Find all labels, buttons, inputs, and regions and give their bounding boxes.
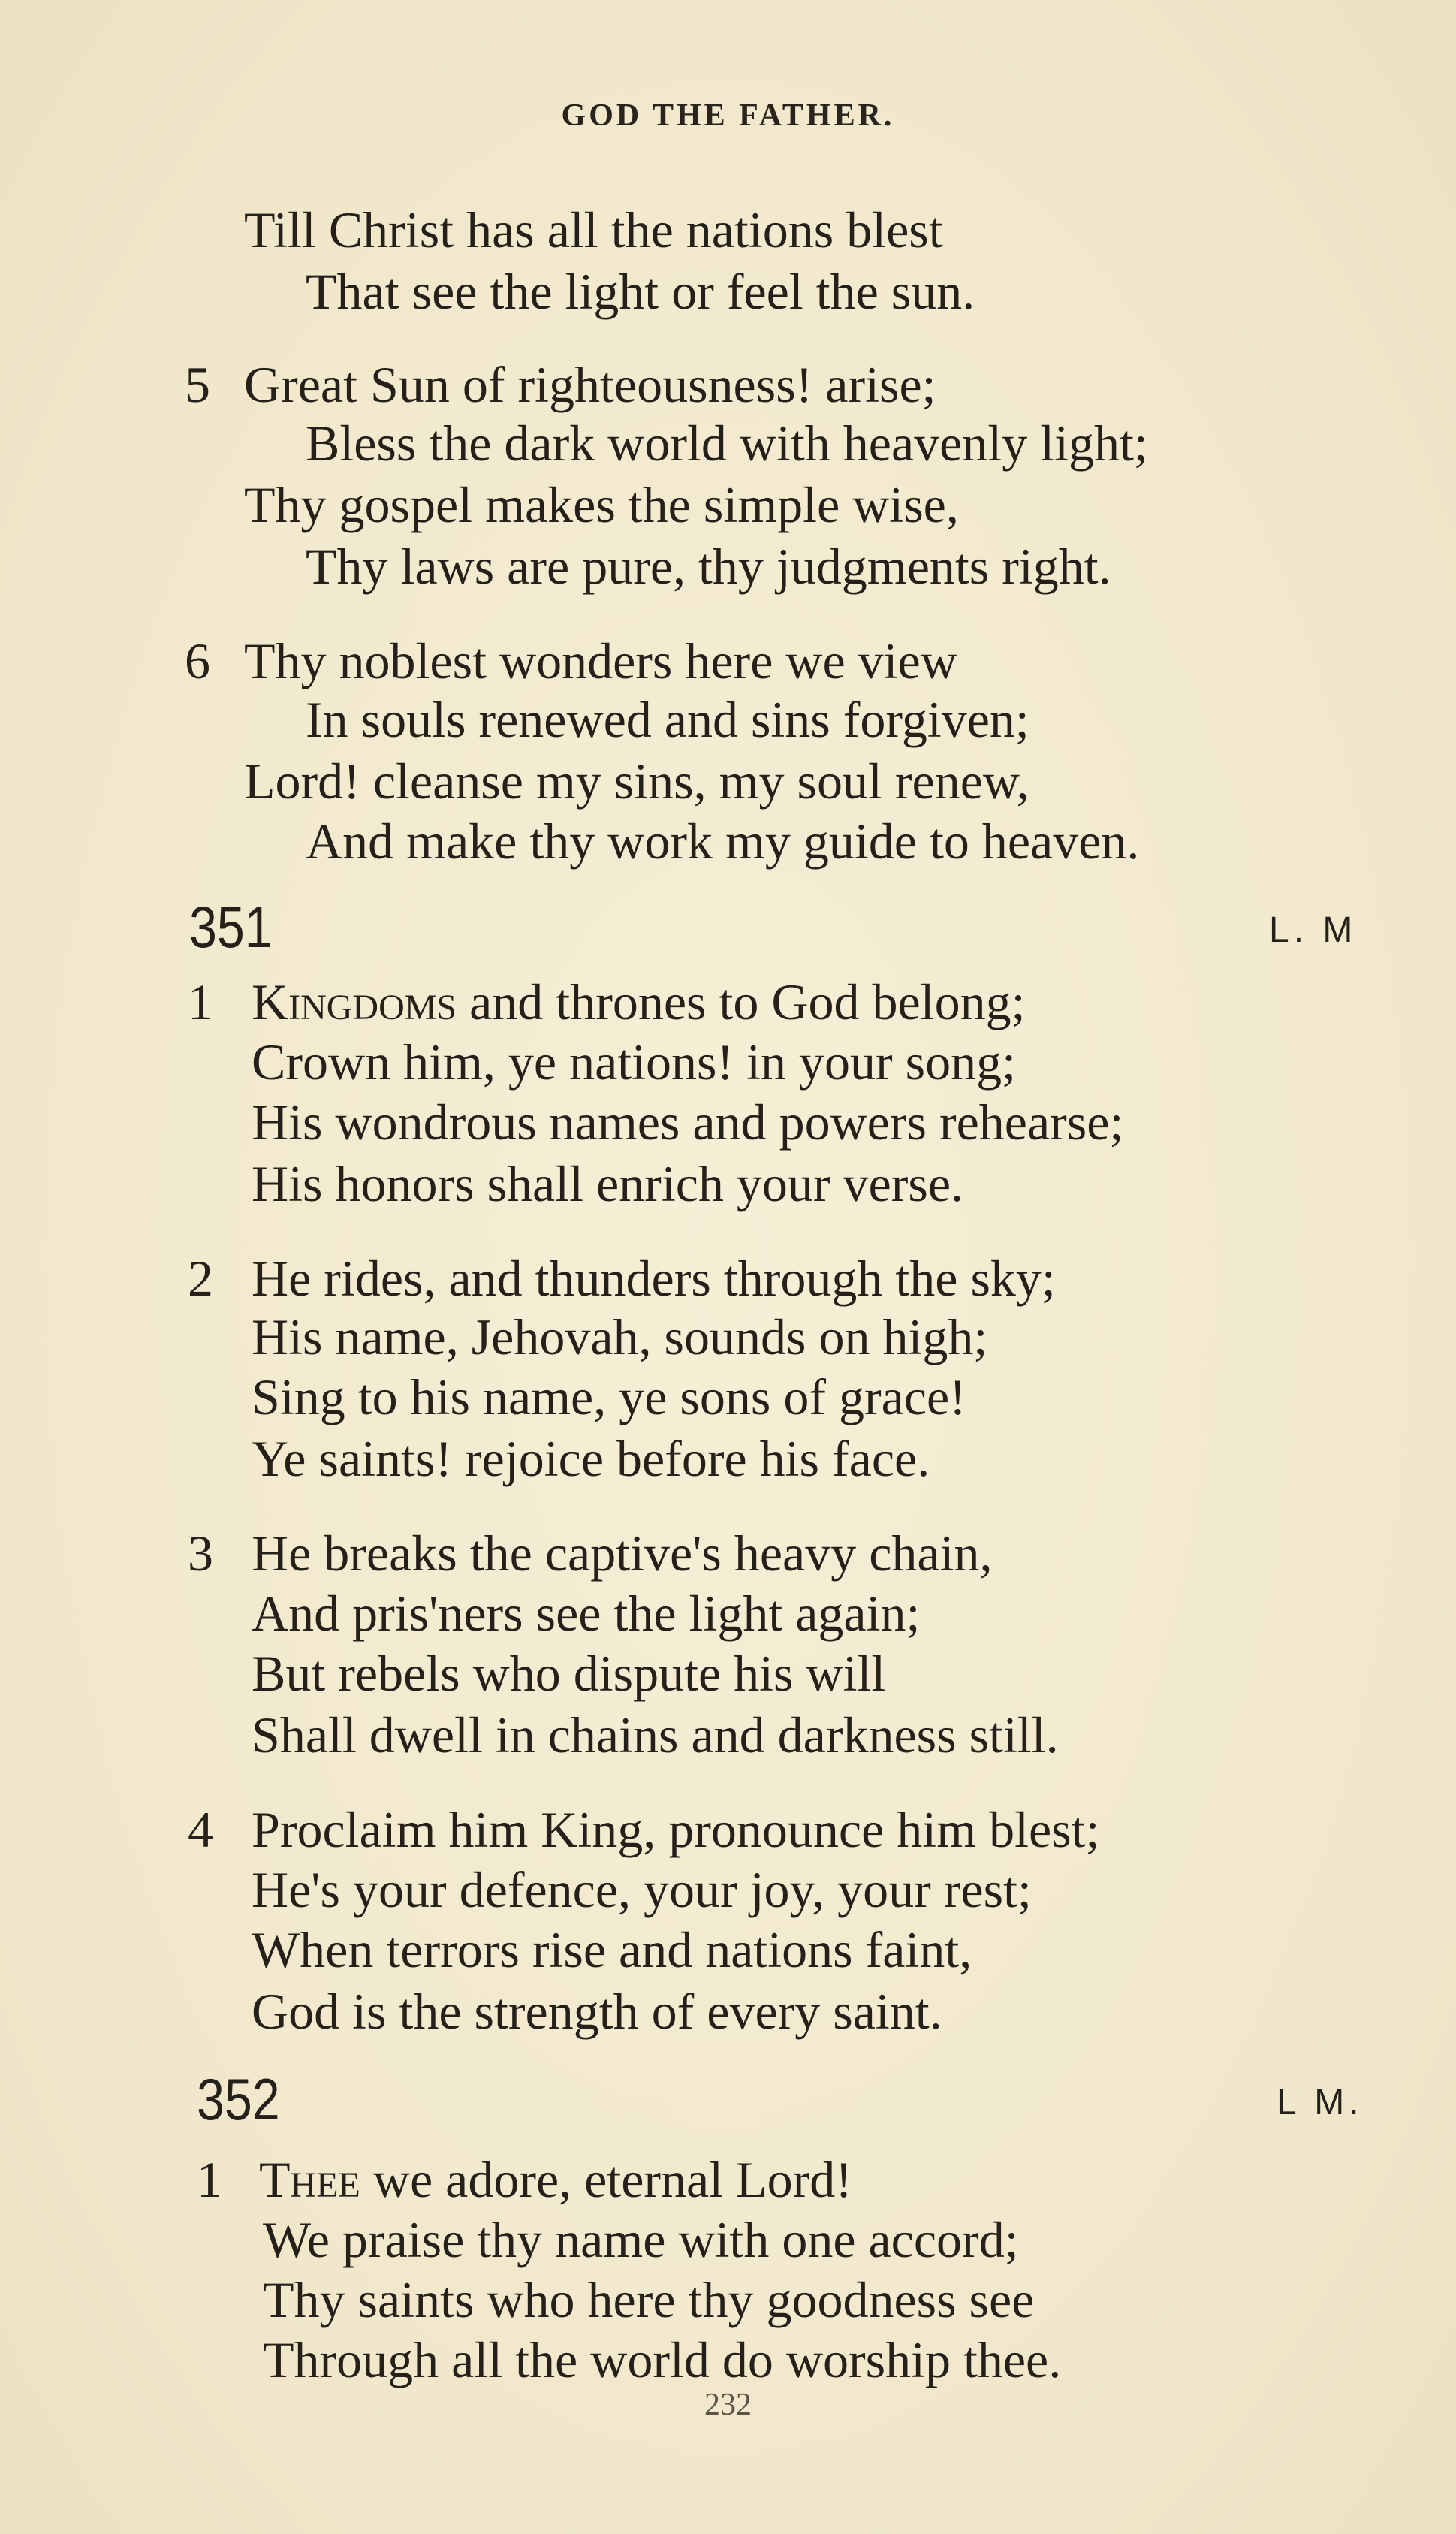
hymn-number: 351 bbox=[189, 894, 273, 960]
verse-line: His honors shall enrich your verse. bbox=[252, 1155, 964, 1212]
verse-number: 2 bbox=[188, 1250, 213, 1307]
verse-line: Great Sun of righteousness! arise; bbox=[244, 356, 936, 413]
verse-line: We praise thy name with one accord; bbox=[263, 2211, 1019, 2268]
verse-line: Thy laws are pure, thy judgments right. bbox=[306, 538, 1111, 595]
verse-number: 6 bbox=[185, 632, 210, 689]
verse-line: He rides, and thunders through the sky; bbox=[252, 1250, 1056, 1307]
verse-number: 1 bbox=[197, 2151, 222, 2208]
verse-line: Bless the dark world with heavenly light; bbox=[306, 415, 1148, 472]
verse-line: And pris'ners see the light again; bbox=[252, 1585, 921, 1642]
verse-number: 3 bbox=[188, 1525, 213, 1582]
verse-line: Ye saints! rejoice before his face. bbox=[252, 1430, 930, 1487]
hymn-meter: L. M bbox=[1269, 910, 1358, 950]
verse-line: He's your defence, your joy, your rest; bbox=[252, 1861, 1032, 1918]
verse-line: His wondrous names and powers rehearse; bbox=[252, 1094, 1124, 1151]
verse-line bbox=[252, 973, 1026, 1030]
verse-number: 4 bbox=[188, 1801, 213, 1858]
verse-line: Thy gospel makes the simple wise, bbox=[244, 476, 959, 533]
verse-line: Thy noblest wonders here we view bbox=[244, 632, 957, 689]
verse-line: Till Christ has all the nations blest bbox=[244, 201, 943, 258]
verse-line: Through all the world do worship thee. bbox=[263, 2331, 1062, 2388]
verse-line bbox=[259, 2151, 852, 2208]
page-number: 232 bbox=[704, 2388, 752, 2422]
verse-number: 5 bbox=[185, 356, 210, 413]
verse-line: Thy saints who here thy goodness see bbox=[263, 2271, 1035, 2328]
verse-line: Lord! cleanse my sins, my soul renew, bbox=[244, 753, 1029, 810]
verse-number: 1 bbox=[188, 973, 213, 1030]
verse-line: Shall dwell in chains and darkness still. bbox=[252, 1706, 1059, 1763]
verse-first-rest: and thrones to God belong; bbox=[457, 973, 1026, 1030]
hymn-meter: L M. bbox=[1277, 2083, 1364, 2122]
verse-line: And make thy work my guide to heaven. bbox=[306, 813, 1140, 870]
verse-line: When terrors rise and nations faint, bbox=[252, 1921, 972, 1978]
verse-line: That see the light or feel the sun. bbox=[306, 263, 975, 320]
verse-first-word: Kingdoms bbox=[252, 973, 457, 1030]
verse-line: But rebels who dispute his will bbox=[252, 1645, 886, 1702]
verse-line: Proclaim him King, pronounce him blest; bbox=[252, 1801, 1100, 1858]
verse-first-rest: we adore, eternal Lord! bbox=[360, 2151, 852, 2208]
verse-line: Sing to his name, ye sons of grace! bbox=[252, 1368, 966, 1425]
hymn-number: 352 bbox=[197, 2066, 280, 2132]
verse-first-word: Thee bbox=[259, 2151, 360, 2208]
running-head: GOD THE FATHER. bbox=[561, 98, 895, 133]
verse-line: God is the strength of every saint. bbox=[252, 1983, 942, 2040]
verse-line: In souls renewed and sins forgiven; bbox=[306, 691, 1029, 748]
verse-line: His name, Jehovah, sounds on high; bbox=[252, 1308, 988, 1365]
verse-line: He breaks the captive's heavy chain, bbox=[252, 1525, 993, 1582]
verse-line: Crown him, ye nations! in your song; bbox=[252, 1033, 1017, 1091]
